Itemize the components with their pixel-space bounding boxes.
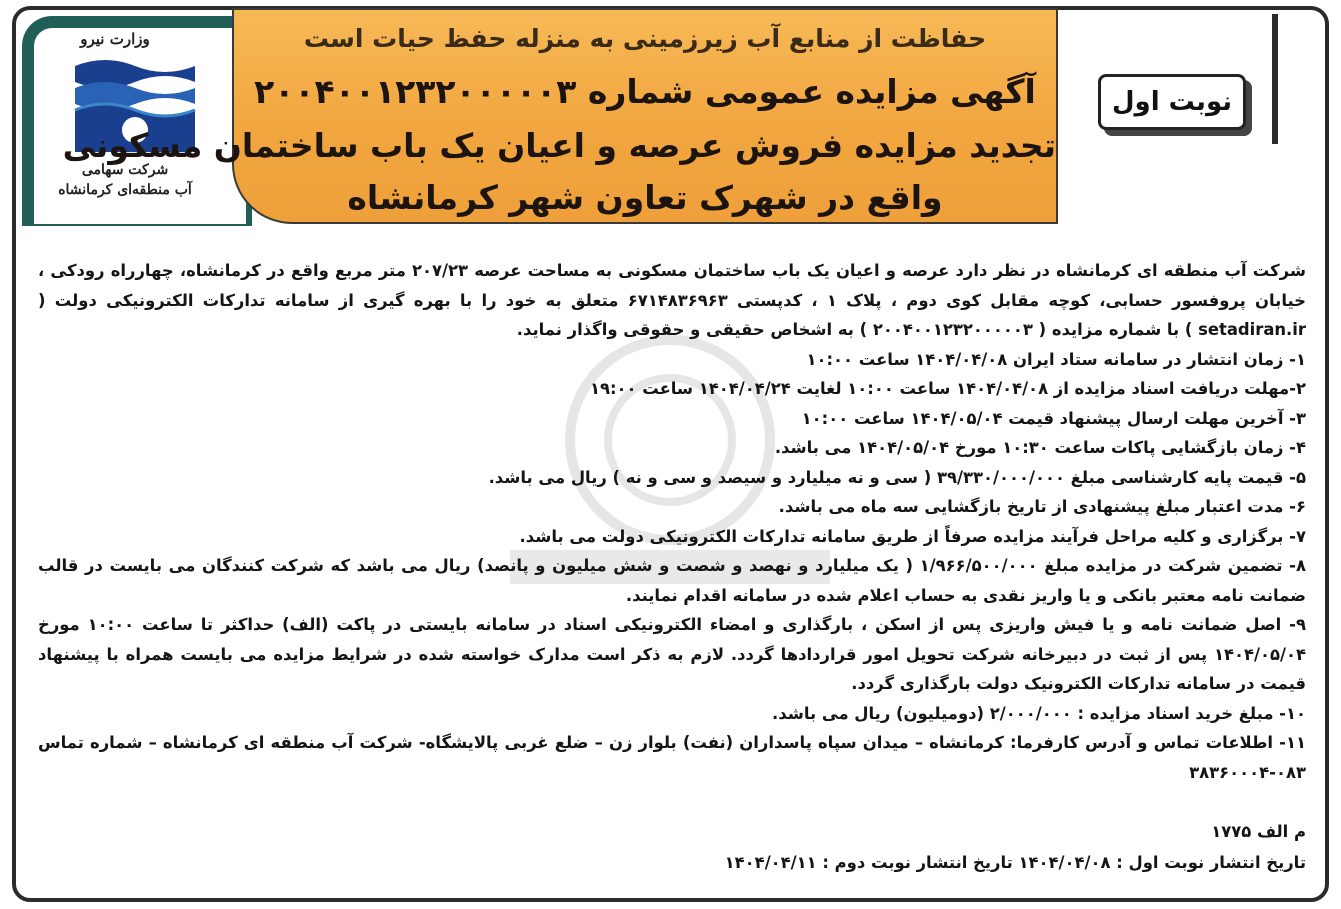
logo-company-line2: آب منطقه‌ای کرمانشاه <box>58 182 192 198</box>
edition-badge: نوبت اول <box>1098 74 1246 130</box>
list-item: ۱۰- مبلغ خرید اسناد مزایده : ۲/۰۰۰/۰۰۰ (دومیلیون) ریال می باشد. <box>772 703 1306 723</box>
notice-body <box>38 256 1306 787</box>
list-item: ۸- تضمین شرکت در مزایده مبلغ ۱/۹۶۶/۵۰۰/۰۰۰ ( یک میلیارد و نهصد و شصت و شش میلیون و پانصد) ریال می باشد که شرکت کنندگان می بایست در قالب ضمانت نامه معتبر بانکی و یا واریز نقدی به حساب اعلام شده در سامانه اقدام نمایند. <box>38 556 1306 605</box>
notice-code: م الف ۱۷۷۵ <box>1211 822 1306 841</box>
list-item: ۹- اصل ضمانت نامه و یا فیش واریزی پس از اسکن ، بارگذاری و امضاء الکترونیکی اسناد در سامانه بایستی در پاکت (الف) حداکثر تا ساعت ۱۰:۰۰ مورخ ۱۴۰۴/۰۵/۰۴ پس از ثبت در دبیرخانه شرکت تحویل امور قراردادها گردد. لازم به ذکر است مدارک خواسته شده در شرایط مزایده می بایست همراه با پیشنهاد قیمت در سامانه تدارکات الکترونیک دولت بارگذاری گردد. <box>38 615 1306 693</box>
list-item: ۱۱- اطلاعات تماس و آدرس کارفرما: کرمانشاه – میدان سپاه پاسداران (نفت) بلوار زن – ضلع غربی پالایشگاه- شرکت آب منطقه ای کرمانشاه – شماره تماس ۰۸۳-۳۸۳۶۰۰۰۴ <box>38 733 1306 782</box>
auction-subtitle: تجدید مزایده فروش عرصه و اعیان یک باب ساختمان مسکونی <box>62 126 1056 165</box>
list-item: ۴- زمان بازگشایی پاکات ساعت ۱۰:۳۰ مورخ ۱۴۰۴/۰۵/۰۴ می باشد. <box>774 438 1306 457</box>
intro-paragraph: شرکت آب منطقه ای کرمانشاه در نظر دارد عرصه و اعیان یک باب ساختمان مسکونی به مساحت عرصه ۲۰۷/۲۳ متر مربع واقع در کرمانشاه، چهارراه رودکی ، خیابان پروفسور حسابی، کوچه مقابل کوی دوم ، پلاک ۱ ، کدپستی ۶۷۱۴۸۳۶۹۶۳ متعلق به خود را با بهره گیری از سامانه تدارکات الکترونیکی دولت ( setadiran.ir ) با شماره مزایده ( ۲۰۰۴۰۰۱۲۳۲۰۰۰۰۰۳ ) به اشخاص حقیقی و حقوقی واگذار نماید. <box>38 261 1306 339</box>
list-item: ۱- زمان انتشار در سامانه ستاد ایران ۱۴۰۴/۰۴/۰۸ ساعت ۱۰:۰۰ <box>806 349 1306 369</box>
logo-ministry-text: وزارت نیرو <box>80 30 150 48</box>
list-item: ۵- قیمت پایه کارشناسی مبلغ ۳۹/۳۳۰/۰۰۰/۰۰۰ ( سی و نه میلیارد و سیصد و سی و نه ) ریال می باشد. <box>488 467 1306 487</box>
decorative-bar <box>1272 14 1278 144</box>
auction-location: واقع در شهرک تعاون شهر کرمانشاه <box>347 178 943 217</box>
list-item: ۳- آخرین مهلت ارسال پیشنهاد قیمت ۱۴۰۴/۰۵/۰۴ ساعت ۱۰:۰۰ <box>801 408 1306 428</box>
list-item: ۲-مهلت دریافت اسناد مزایده از ۱۴۰۴/۰۴/۰۸ ساعت ۱۰:۰۰ لغایت ۱۴۰۴/۰۴/۲۴ ساعت ۱۹:۰۰ <box>589 379 1306 398</box>
list-item: ۶- مدت اعتبار مبلغ پیشنهادی از تاریخ بازگشایی سه ماه می باشد. <box>778 497 1306 516</box>
list-item: ۷- برگزاری و کلیه مراحل فرآیند مزایده صرفاً از طریق سامانه تدارکات الکترونیکی دولت می باشد. <box>519 526 1306 546</box>
auction-title: آگهی مزایده عمومی شماره ۲۰۰۴۰۰۱۲۳۲۰۰۰۰۰۳ <box>254 72 1036 111</box>
slogan: حفاظت از منابع آب زیرزمینی به منزله حفظ حیات است <box>303 24 987 53</box>
logo-company-line1: شرکت سهامی <box>81 162 169 178</box>
publish-dates: تاریخ انتشار نوبت اول : ۱۴۰۴/۰۴/۰۸ تاریخ انتشار نوبت دوم : ۱۴۰۴/۰۴/۱۱ <box>724 853 1306 872</box>
